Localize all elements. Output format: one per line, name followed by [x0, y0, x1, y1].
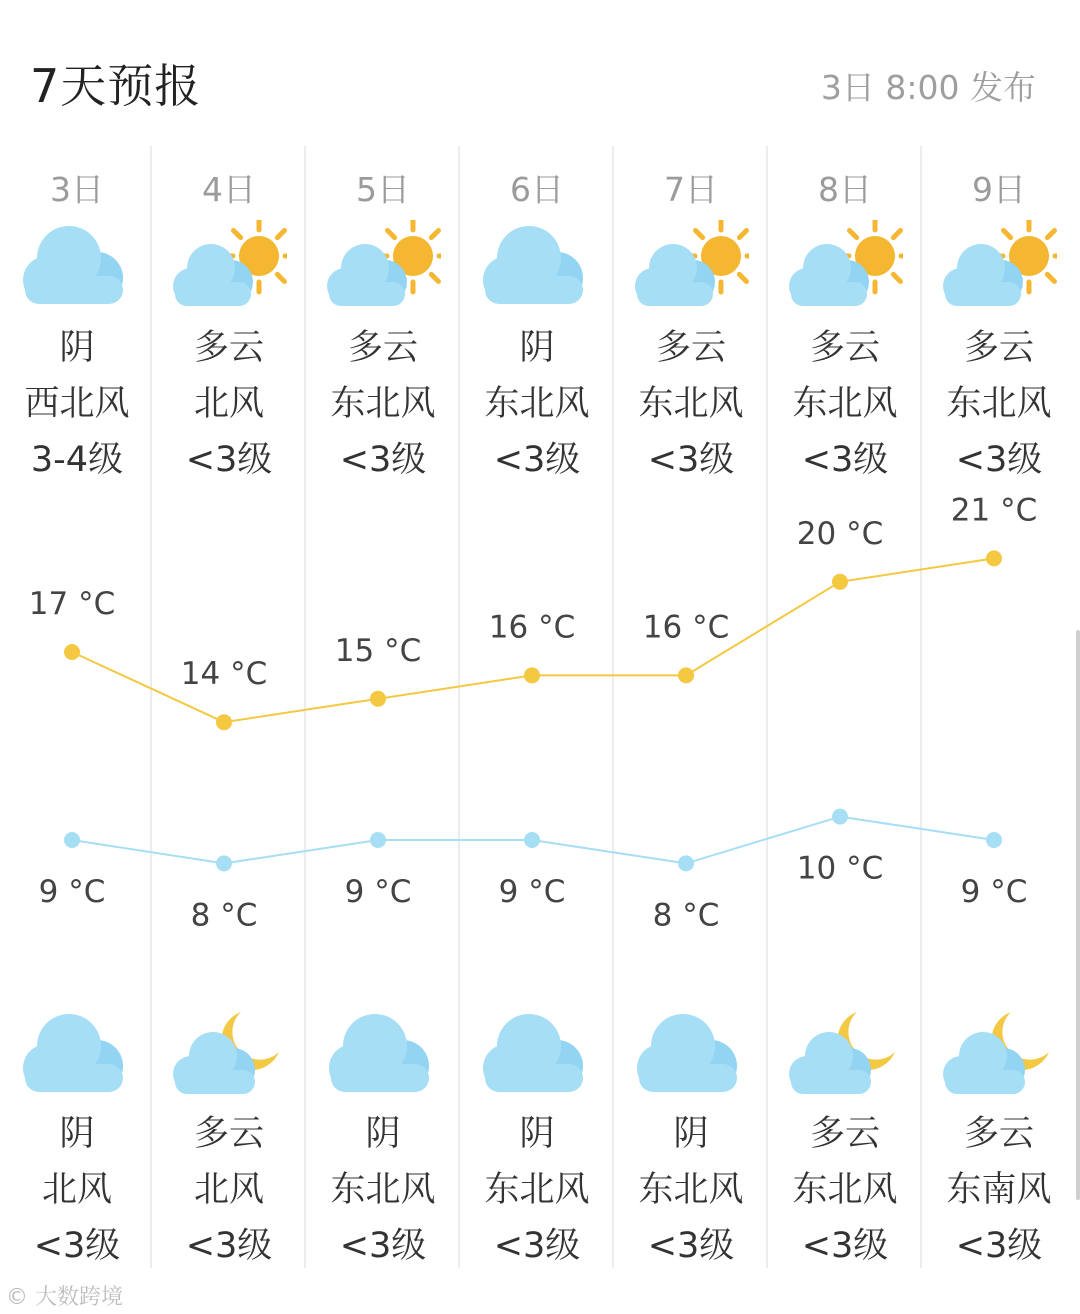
low-temp-label: 8 °C [652, 897, 720, 934]
low-temp-label: 9 °C [38, 874, 106, 910]
cloud-icon [479, 220, 595, 310]
watermark: © 大数跨境 [6, 1285, 124, 1310]
day-weather: 阴 [519, 328, 555, 368]
cloud-icon [633, 1008, 749, 1098]
day-weather: 多云 [809, 328, 880, 368]
night-weather: 阴 [365, 1114, 401, 1154]
high-temp-label: 16 °C [488, 609, 576, 646]
day-wind-level: <3级 [801, 440, 889, 480]
night-wind-level: <3级 [647, 1226, 735, 1266]
partly-cloudy-sun-icon [633, 220, 749, 310]
night-wind-direction: 东北风 [484, 1170, 590, 1210]
day-column[interactable] [152, 146, 306, 1268]
cloud-icon [479, 1008, 595, 1098]
night-weather: 多云 [809, 1114, 880, 1154]
scrollbar[interactable] [1076, 630, 1080, 1200]
day-wind-direction: 东北风 [792, 384, 898, 424]
night-wind-direction: 东北风 [638, 1170, 744, 1210]
day-weather: 多云 [963, 328, 1034, 368]
day-wind-direction: 东北风 [484, 384, 590, 424]
day-column[interactable] [614, 146, 768, 1268]
low-temp-label: 9 °C [960, 874, 1028, 910]
night-wind-direction: 北风 [193, 1170, 264, 1210]
night-wind-level: <3级 [185, 1226, 273, 1266]
partly-cloudy-moon-icon [941, 1008, 1057, 1098]
page-title: 7天预报 [30, 59, 202, 113]
night-weather: 多云 [193, 1114, 264, 1154]
day-column[interactable] [460, 146, 614, 1268]
day-wind-level: <3级 [185, 440, 273, 480]
partly-cloudy-moon-icon [787, 1008, 903, 1098]
day-weather: 多云 [655, 328, 726, 368]
day-wind-direction: 北风 [193, 384, 264, 424]
cloud-icon [325, 1008, 441, 1098]
day-wind-level: 3-4级 [30, 440, 124, 480]
night-weather: 阴 [519, 1114, 555, 1154]
forecast-header [0, 0, 1080, 140]
partly-cloudy-moon-icon [171, 1008, 287, 1098]
night-wind-level: <3级 [33, 1226, 121, 1266]
cloud-icon [19, 220, 135, 310]
day-date: 6日 [510, 170, 564, 209]
night-wind-direction: 东北风 [330, 1170, 436, 1210]
day-wind-level: <3级 [339, 440, 427, 480]
night-wind-level: <3级 [801, 1226, 889, 1266]
night-wind-level: <3级 [493, 1226, 581, 1266]
day-date: 8日 [818, 170, 872, 209]
day-column[interactable] [922, 146, 1076, 1268]
night-wind-direction: 东南风 [946, 1170, 1052, 1210]
day-column[interactable] [768, 146, 922, 1268]
day-wind-level: <3级 [647, 440, 735, 480]
low-temp-label: 8 °C [190, 897, 258, 934]
cloud-icon [19, 1008, 135, 1098]
partly-cloudy-sun-icon [325, 220, 441, 310]
day-wind-direction: 东北风 [330, 384, 436, 424]
day-wind-direction: 东北风 [638, 384, 744, 424]
day-date: 4日 [202, 170, 256, 209]
night-wind-direction: 北风 [41, 1170, 112, 1210]
day-date: 7日 [664, 170, 718, 209]
high-temp-label: 17 °C [28, 586, 116, 622]
day-date: 5日 [356, 170, 410, 209]
night-weather: 多云 [963, 1114, 1034, 1154]
partly-cloudy-sun-icon [787, 220, 903, 310]
high-temp-label: 14 °C [180, 656, 268, 693]
night-wind-level: <3级 [955, 1226, 1043, 1266]
low-temp-label: 10 °C [796, 850, 884, 887]
day-column[interactable] [0, 146, 154, 1268]
day-wind-direction: 西北风 [24, 384, 130, 424]
night-weather: 阴 [673, 1114, 709, 1154]
partly-cloudy-sun-icon [941, 220, 1057, 310]
high-temp-label: 16 °C [642, 609, 730, 646]
partly-cloudy-sun-icon [171, 220, 287, 310]
high-temp-label: 15 °C [334, 632, 422, 669]
day-date: 9日 [972, 170, 1026, 209]
low-temp-label: 9 °C [498, 874, 566, 910]
day-weather: 阴 [59, 328, 95, 368]
high-temp-label: 21 °C [950, 492, 1038, 529]
high-temp-label: 20 °C [796, 515, 884, 552]
day-column[interactable] [306, 146, 460, 1268]
day-weather: 多云 [193, 328, 264, 368]
night-wind-level: <3级 [339, 1226, 427, 1266]
day-wind-level: <3级 [955, 440, 1043, 480]
watermark-logo-icon: © [6, 1285, 28, 1310]
day-date: 3日 [50, 170, 104, 209]
night-wind-direction: 东北风 [792, 1170, 898, 1210]
day-wind-level: <3级 [493, 440, 581, 480]
publish-time: 3日 8:00 发布 [820, 68, 1036, 107]
low-temp-label: 9 °C [344, 874, 412, 910]
day-wind-direction: 东北风 [946, 384, 1052, 424]
night-weather: 阴 [59, 1114, 95, 1154]
day-weather: 多云 [347, 328, 418, 368]
